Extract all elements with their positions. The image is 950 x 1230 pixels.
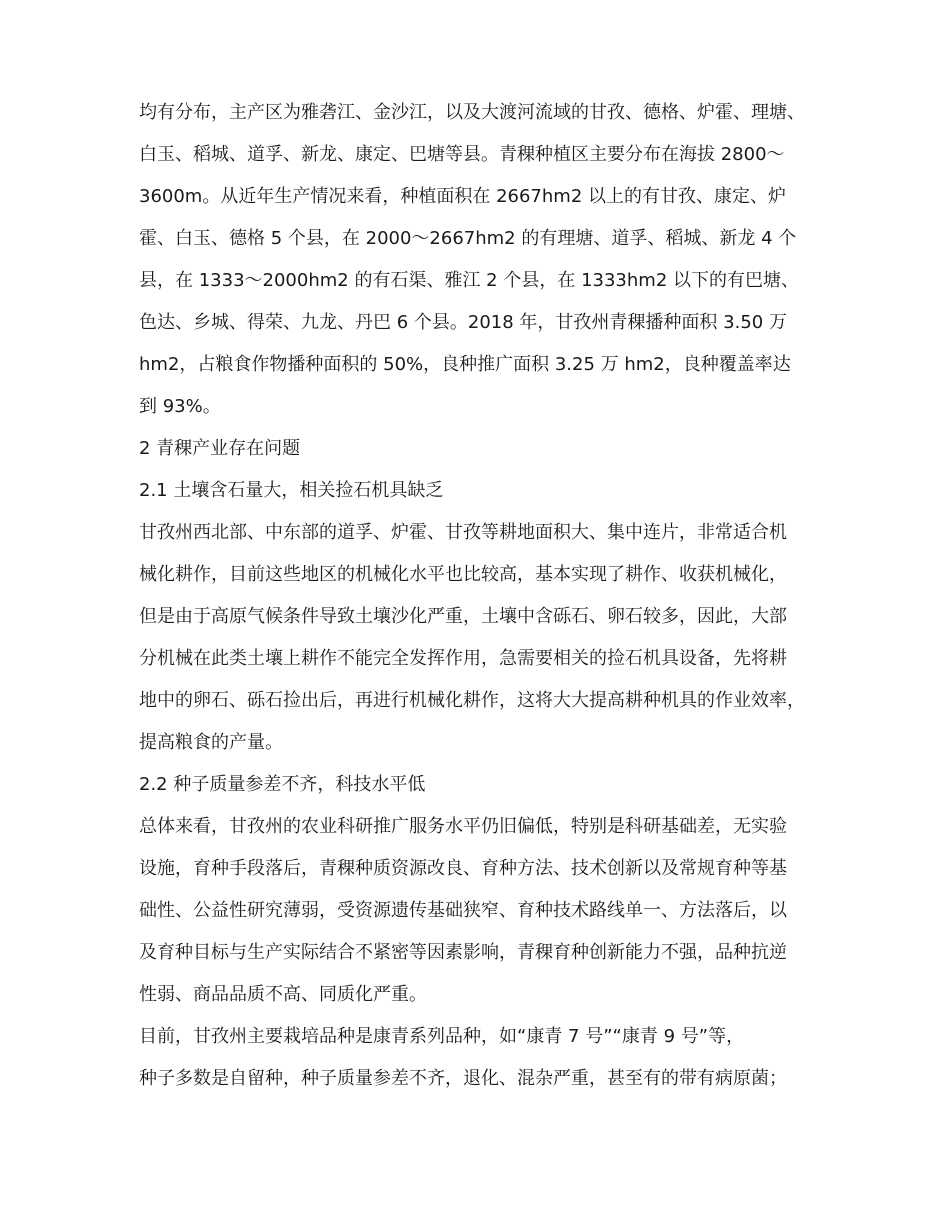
text-line: 地中的卵石、砾石捡出后，再进行机械化耕作，这将大大提高耕种机具的作业效率， [139,690,805,711]
text-line: 性弱、商品品质不高、同质化严重。 [139,984,427,1005]
text-line: 色达、乡城、得荣、九龙、丹巴 6 个县。2018 年，甘孜州青稞播种面积 3.50 万 [139,312,787,333]
text-line: 设施，育种手段落后，青稞种质资源改良、育种方法、技术创新以及常规育种等基 [139,858,787,879]
paragraph-research-level [139,806,839,1016]
text-line: 到 93%。 [139,396,221,417]
text-line: 但是由于高原气候条件导致土壤沙化严重，土壤中含砾石、卵石较多，因此，大部 [139,606,787,627]
text-line: 及育种目标与生产实际结合不紧密等因素影响，青稞育种创新能力不强，品种抗逆 [139,942,787,963]
paragraph-seed-varieties [139,1016,839,1100]
document-body [139,92,839,1100]
text-line: 均有分布，主产区为雅砻江、金沙江，以及大渡河流域的甘孜、德格、炉霍、理塘、 [139,102,805,123]
text-line: 县，在 1333～2000hm2 的有石渠、雅江 2 个县，在 1333hm2 以下的有巴塘、 [139,270,799,291]
text-line: 械化耕作，目前这些地区的机械化水平也比较高，基本实现了耕作、收获机械化， [139,564,787,585]
text-line: 总体来看，甘孜州的农业科研推广服务水平仍旧偏低，特别是科研基础差，无实验 [139,816,787,837]
text-line: 分机械在此类土壤上耕作不能完全发挥作用，急需要相关的捡石机具设备，先将耕 [139,648,787,669]
paragraph-soil-stones [139,512,839,764]
text-line: 目前，甘孜州主要栽培品种是康青系列品种，如“康青 7 号”“康青 9 号”等， [139,1026,745,1047]
text-line: 础性、公益性研究薄弱，受资源遗传基础狭窄、育种技术路线单一、方法落后，以 [139,900,787,921]
text-line: hm2，占粮食作物播种面积的 50%，良种推广面积 3.25 万 hm2，良种覆盖率达 [139,354,791,375]
subsection-heading-seed-quality: 2.2 种子质量参差不齐，科技水平低 [139,774,426,795]
section-heading-problems: 2 青稞产业存在问题 [139,438,301,459]
text-line: 3600m。从近年生产情况来看，种植面积在 2667hm2 以上的有甘孜、康定、炉 [139,186,786,207]
paragraph-planting-distribution [139,92,839,428]
subsection-heading-soil-stones: 2.1 土壤含石量大，相关捡石机具缺乏 [139,480,444,501]
text-line: 提高粮食的产量。 [139,732,283,753]
text-line: 霍、白玉、德格 5 个县，在 2000～2667hm2 的有理塘、道孚、稻城、新龙 4 个 [139,228,797,249]
text-line: 种子多数是自留种，种子质量参差不齐，退化、混杂严重，甚至有的带有病原菌； [139,1068,787,1089]
text-line: 白玉、稻城、道孚、新龙、康定、巴塘等县。青稞种植区主要分布在海拔 2800～ [139,144,785,165]
text-line: 甘孜州西北部、中东部的道孚、炉霍、甘孜等耕地面积大、集中连片，非常适合机 [139,522,787,543]
